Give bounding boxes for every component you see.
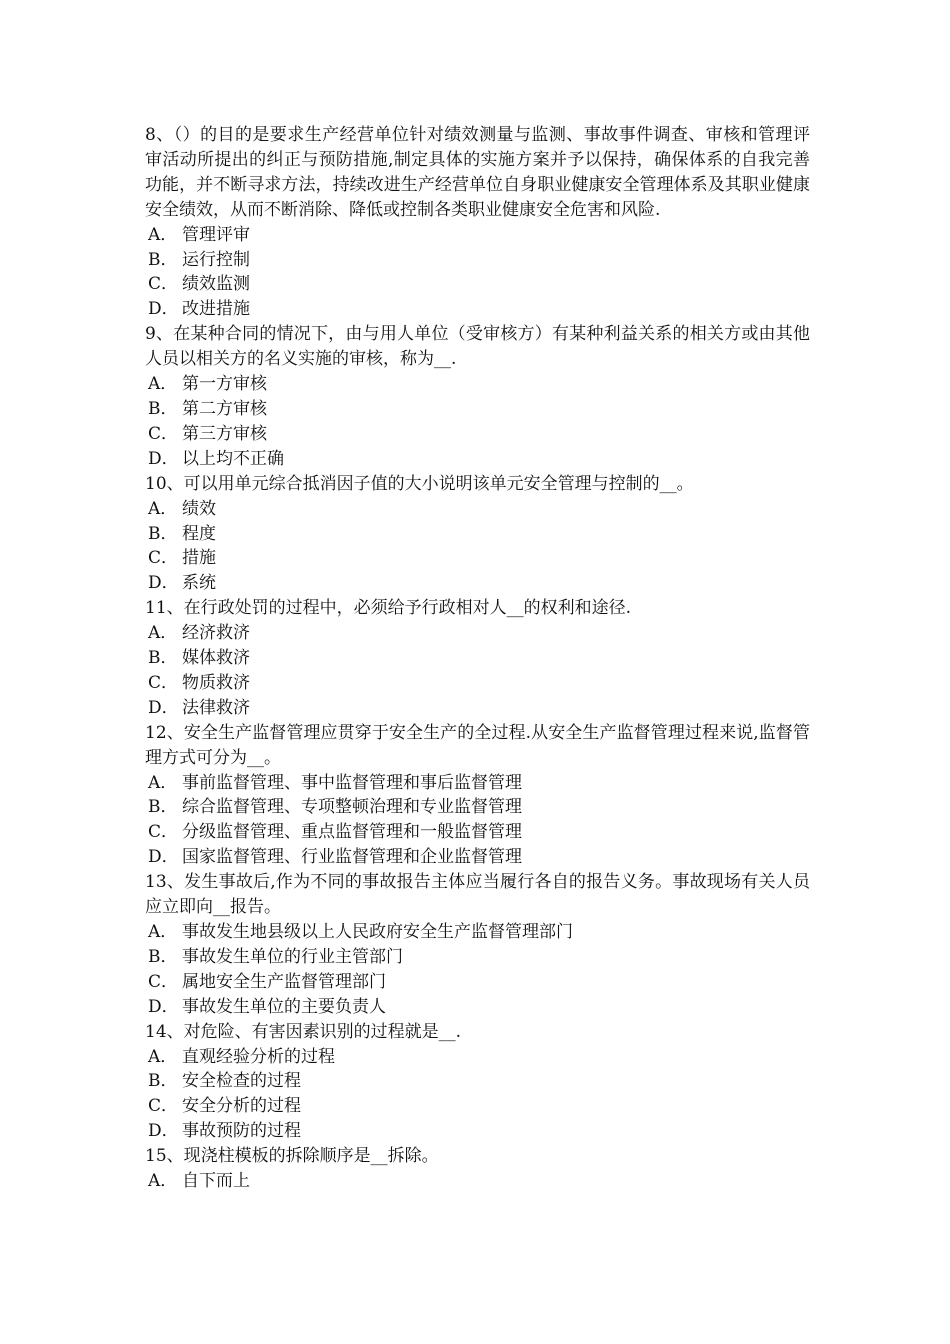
option-letter: C． (148, 971, 179, 992)
question-stem: 14、对危险、有害因素识别的过程就是__. (145, 1021, 462, 1042)
answer-option (145, 522, 810, 547)
option-text: 事故发生地县级以上人民政府安全生产监督管理部门 (182, 922, 573, 942)
answer-option (145, 1045, 810, 1070)
answer-option (145, 621, 810, 646)
option-letter: D． (148, 1121, 179, 1142)
option-letter: C． (148, 548, 179, 569)
answer-option (145, 571, 810, 596)
question-block (145, 322, 810, 471)
answer-option (145, 248, 810, 273)
question-stem: 15、现浇柱模板的拆除顺序是__拆除。 (145, 1146, 439, 1167)
answer-option (145, 646, 810, 671)
answer-option (145, 995, 810, 1020)
answer-option (145, 845, 810, 870)
option-letter: B． (148, 648, 178, 669)
option-text: 以上均不正确 (182, 448, 284, 469)
option-text: 事前监督管理、事中监督管理和事后监督管理 (182, 772, 522, 793)
option-letter: D． (148, 697, 179, 718)
option-text: 媒体救济 (182, 648, 250, 669)
option-text: 直观经验分析的过程 (182, 1046, 335, 1067)
option-text: 管理评审 (182, 224, 250, 245)
option-text: 事故发生单位的主要负责人 (182, 996, 386, 1017)
question-stem: 12、安全生产监督管理应贯穿于安全生产的全过程.从安全生产监督管理过程来说,监督管理方式可分为__。 (145, 722, 810, 768)
option-letter: B． (148, 1071, 178, 1092)
question-stem: 11、在行政处罚的过程中，必须给予行政相对人__的权利和途径. (145, 598, 632, 619)
option-letter: C． (148, 1096, 179, 1117)
option-text: 自下而上 (182, 1171, 250, 1192)
option-text: 改进措施 (182, 299, 250, 320)
answer-option (145, 1069, 810, 1094)
answer-option (145, 223, 810, 248)
option-text: 法律救济 (182, 697, 250, 718)
option-letter: A． (148, 922, 178, 942)
option-text: 运行控制 (182, 249, 250, 270)
answer-option (145, 1169, 810, 1194)
option-letter: A． (148, 224, 178, 245)
question-stem: 13、发生事故后,作为不同的事故报告主体应当履行各自的报告义务。事故现场有关人员应立即向__报告。 (145, 872, 810, 918)
option-text: 第一方审核 (182, 374, 267, 395)
answer-option (145, 696, 810, 721)
option-text: 国家监督管理、行业监督管理和企业监督管理 (182, 847, 522, 868)
option-letter: A． (148, 772, 178, 793)
option-letter: D． (148, 299, 179, 320)
question-stem: 9、在某种合同的情况下，由与用人单位（受审核方）有某种利益关系的相关方或由其他人员以相关方的名义实施的审核，称为__. (145, 324, 810, 370)
question-list (145, 123, 810, 1194)
answer-option (145, 447, 810, 472)
option-text: 物质救济 (182, 672, 250, 693)
option-letter: D． (148, 448, 179, 469)
option-letter: C． (148, 672, 179, 693)
option-text: 措施 (182, 548, 216, 569)
option-letter: B． (148, 946, 178, 967)
question-block (145, 1020, 810, 1145)
answer-option (145, 771, 810, 796)
answer-option (145, 1094, 810, 1119)
option-text: 绩效 (182, 498, 216, 519)
option-text: 综合监督管理、专项整顿治理和专业监督管理 (182, 797, 522, 818)
option-letter: D． (148, 847, 179, 868)
option-letter: C． (148, 274, 179, 295)
question-block (145, 472, 810, 597)
answer-option (145, 372, 810, 397)
option-text: 事故发生单位的行业主管部门 (182, 946, 403, 967)
option-letter: A． (148, 1171, 178, 1192)
option-letter: A． (148, 1046, 178, 1067)
answer-option (145, 546, 810, 571)
answer-option (145, 920, 810, 945)
answer-option (145, 945, 810, 970)
question-block (145, 870, 810, 1019)
option-text: 安全检查的过程 (182, 1071, 301, 1092)
answer-option (145, 820, 810, 845)
option-letter: B． (148, 398, 178, 419)
option-letter: C． (148, 423, 179, 444)
option-letter: B． (148, 249, 178, 270)
answer-option (145, 497, 810, 522)
question-block (145, 596, 810, 721)
answer-option (145, 970, 810, 995)
option-letter: B． (148, 797, 178, 818)
option-letter: D． (148, 573, 179, 594)
option-text: 事故预防的过程 (182, 1121, 301, 1142)
answer-option (145, 671, 810, 696)
option-text: 系统 (182, 573, 216, 594)
question-block (145, 123, 810, 322)
option-letter: C． (148, 822, 179, 843)
option-text: 绩效监测 (182, 274, 250, 295)
option-text: 经济救济 (182, 623, 250, 644)
answer-option (145, 795, 810, 820)
option-text: 分级监督管理、重点监督管理和一般监督管理 (182, 822, 522, 843)
option-text: 安全分析的过程 (182, 1096, 301, 1117)
option-letter: A． (148, 623, 178, 644)
option-text: 第二方审核 (182, 398, 267, 419)
question-block (145, 1144, 810, 1194)
question-block (145, 721, 810, 870)
option-text: 程度 (182, 523, 216, 544)
answer-option (145, 397, 810, 422)
answer-option (145, 1119, 810, 1144)
answer-option (145, 422, 810, 447)
option-letter: D． (148, 996, 179, 1017)
answer-option (145, 272, 810, 297)
question-stem: 8、（）的目的是要求生产经营单位针对绩效测量与监测、事故事件调查、审核和管理评审活动所提出的纠正与预防措施,制定具体的实施方案并予以保持，确保体系的自我完善功能，并不断寻求方法，持续改进生产经营单位自身职业健康安全管理体系及其职业健康安全绩效，从而不断消除、降低或控制各类职业健康安全危害和风险. (145, 125, 810, 220)
option-text: 第三方审核 (182, 423, 267, 444)
option-letter: B． (148, 523, 178, 544)
option-letter: A． (148, 498, 178, 519)
answer-option (145, 297, 810, 322)
question-stem: 10、可以用单元综合抵消因子值的大小说明该单元安全管理与控制的__。 (145, 473, 694, 494)
option-text: 属地安全生产监督管理部门 (182, 971, 386, 992)
option-letter: A． (148, 374, 178, 395)
